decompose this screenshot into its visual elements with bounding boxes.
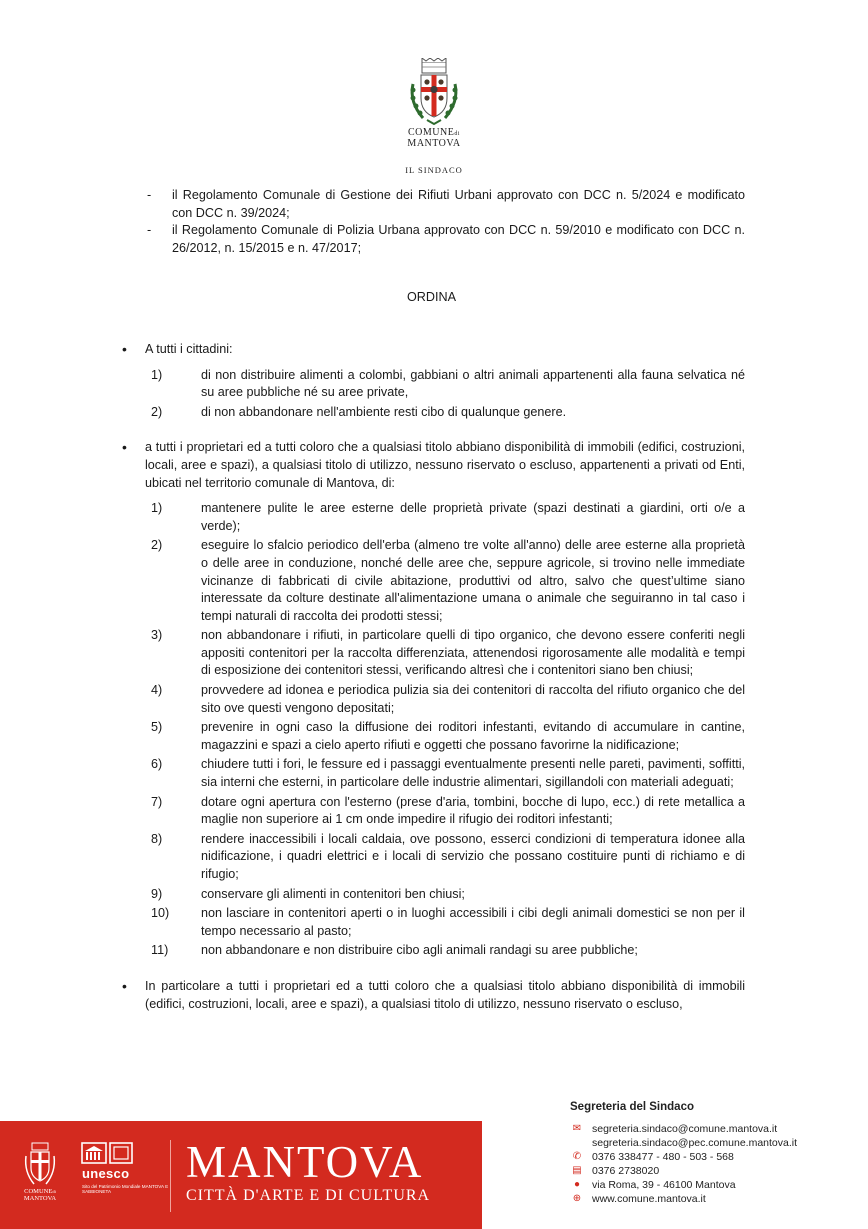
contact-pec[interactable]: [568, 1136, 868, 1150]
item-number: 6): [151, 757, 163, 772]
item-text: di non distribuire alimenti a colombi, gabbiani o altri animali appartenenti alla fauna selvatica né su aree pubbliche né su aree private,: [201, 367, 745, 400]
bullet-marker: •: [122, 439, 127, 456]
city-tagline: CITTÀ D'ARTE E DI CULTURA: [186, 1187, 431, 1204]
order-section-particular: [118, 978, 745, 1013]
document-body: [118, 187, 745, 1013]
dash-marker: -: [147, 223, 152, 238]
footer-mantova-word: MANTOVA: [23, 1195, 57, 1202]
list-item: [118, 942, 745, 960]
item-text: conservare gli alimenti in contenitori ben chiusi;: [201, 886, 465, 901]
item-number: 7): [151, 794, 163, 809]
contact-phone: [568, 1150, 868, 1164]
contact-list: [568, 1122, 868, 1206]
dash-marker: -: [147, 188, 152, 202]
item-number: 2): [151, 538, 163, 553]
item-text: chiudere tutti i fori, le fessure ed i passaggi eventualmente presenti nelle pareti, pavimenti, soffitti, sia interni che esterni, in particolare delle industrie alimentari, sigillandoli con materiali adeguati;: [201, 757, 745, 790]
list-item: [118, 500, 745, 535]
item-number: 11): [151, 943, 169, 958]
phone-icon: ✆: [572, 1151, 582, 1162]
contact-text: segreteria.sindaco@pec.comune.mantova.it: [592, 1137, 798, 1149]
list-item: [118, 886, 745, 904]
item-number: 1): [151, 367, 163, 382]
list-item: [118, 404, 745, 422]
item-text: non abbandonare e non distribuire cibo agli animali randagi su aree pubbliche;: [201, 943, 638, 958]
footer-comune-di: di: [52, 1189, 56, 1194]
list-item: [118, 831, 745, 884]
contact-text: www.comune.mantova.it: [592, 1193, 706, 1205]
list-item: [118, 756, 745, 791]
contact-fax: [568, 1164, 868, 1178]
list-item: [118, 794, 745, 829]
location-icon: ●: [573, 1179, 581, 1190]
regulation-text: il Regolamento Comunale di Gestione dei Rifiuti Urbani approvato con DCC n. 5/2024 e modificato con DCC n. 39/2024;: [172, 188, 745, 220]
regulation-item: [118, 187, 745, 222]
list-item: [118, 627, 745, 680]
office-title: IL SINDACO: [405, 165, 463, 175]
footer-divider: [170, 1140, 171, 1212]
section-lead: In particolare a tutti i proprietari ed a tutti coloro che a qualsiasi titolo abbiano disponibilità di immobili (edifici, costruzioni, locali, aree e spazi), a qualsiasi titolo di utilizzo, nessuno riservato o escluso,: [145, 978, 745, 1011]
comune-name: [0, 128, 868, 149]
bullet-marker: •: [122, 977, 127, 994]
footer-crest-icon: [22, 1142, 58, 1188]
letterhead: [0, 58, 868, 175]
item-number: 1): [151, 501, 163, 516]
section-lead: A tutti i cittadini:: [145, 341, 233, 356]
list-item: [118, 905, 745, 940]
unesco-temple-icon: [80, 1141, 140, 1165]
citizens-list: [118, 367, 745, 422]
item-number: 4): [151, 683, 163, 698]
item-text: di non abbandonare nell'ambiente resti cibo di qualunque genere.: [201, 404, 567, 419]
item-number: 2): [151, 404, 163, 419]
ordina-heading: ORDINA: [407, 290, 456, 305]
item-number: 10): [151, 906, 170, 921]
mantova-word: MANTOVA: [407, 138, 461, 149]
item-text: provvedere ad idonea e periodica pulizia sia dei contenitori di raccolta del rifiuto organico che del sito ove questi vengono depositati;: [201, 683, 745, 715]
item-number: 5): [151, 720, 163, 735]
item-text: non lasciare in contenitori aperti o in luoghi accessibili i cibi degli animali domestici se non per il tempo necessario al pasto;: [201, 906, 745, 938]
item-number: 9): [151, 886, 163, 901]
footer-comune-word: COMUNE: [24, 1188, 53, 1195]
contact-text: via Roma, 39 - 46100 Mantova: [592, 1179, 736, 1191]
item-text: eseguire lo sfalcio periodico dell'erba (almeno tre volte all'anno) delle aree esterne alla proprietà o delle aree in conduzione, nonché delle aree che, seppure agricole, si trovino nelle immediate vicinanze di fabbricati di civile abitazione, produttivi od altro, salvo che quest’ultime siano interessate da colture destinate all'alimentazione umana o animale che seguiranno in tal caso i tempi naturali di raccolta dei prodotti stessi;: [201, 538, 745, 623]
bullet-marker: •: [122, 340, 127, 357]
city-wordmark: MANTOVA: [186, 1137, 424, 1187]
item-text: dotare ogni apertura con l'esterno (prese d'aria, tombini, bocche di lupo, ecc.) di rete metallica a maglie non superiore ai 1 cm onde impedire il rifugio dei roditori infestanti;: [201, 794, 745, 827]
unesco-word: unesco: [82, 1166, 130, 1181]
comune-di: di: [454, 131, 460, 137]
contact-website[interactable]: [568, 1192, 868, 1206]
fax-icon: ▤: [572, 1165, 582, 1176]
item-text: non abbandonare i rifiuti, in particolare quelli di tipo organico, che devono essere conferiti negli appositi contenitori per la raccolta differenziata, attenendosi rigorosamente alle modalità e tempi di esposizione dei contenitori stessi, verificando altresì che i contenitori siano ben chiusi;: [201, 628, 745, 678]
comune-word: COMUNE: [407, 127, 455, 138]
contact-text: 0376 338477 - 480 - 503 - 568: [592, 1151, 734, 1163]
item-text: prevenire in ogni caso la diffusione dei roditori infestanti, evitando di accumulare in cantine, magazzini e spazi a cielo aperto rifiuti e oggetti che possano favorirne la nidificazione;: [201, 720, 745, 752]
list-item: [118, 537, 745, 625]
owners-list: [118, 500, 745, 960]
list-item: [118, 367, 745, 402]
contact-text: segreteria.sindaco@comune.mantova.it: [592, 1123, 778, 1135]
unesco-subtitle: Sito del Patrimonio Mondiale MANTOVA E SABBIONETA: [82, 1184, 169, 1195]
item-text: mantenere pulite le aree esterne delle proprietà private (spazi destinati a giardini, orti o/e a verde);: [201, 501, 745, 533]
list-item: [118, 719, 745, 754]
contact-text: 0376 2738020: [592, 1165, 660, 1177]
regulation-item: [118, 222, 745, 257]
item-text: rendere inaccessibili i locali caldaia, ove possono, esserci condizioni di temperatura idonee alla nidificazione, i quadri elettrici e i locali di servizio che possano costituire punti di richiamo e di rifugio;: [201, 831, 745, 881]
order-section-citizens: [118, 341, 745, 359]
mantova-crest-icon: [405, 58, 463, 126]
contact-email[interactable]: [568, 1122, 868, 1136]
list-item: [118, 682, 745, 717]
item-number: 8): [151, 831, 163, 846]
section-lead: a tutti i proprietari ed a tutti coloro che a qualsiasi titolo abbiano disponibilità di immobili (edifici, costruzioni, locali, aree e spazi), a qualsiasi titolo di utilizzo, nessuno riservato o escluso, appartenenti a privati od Enti, ubicati nel territorio comunale di Mantova, di:: [145, 440, 745, 490]
globe-icon: ⊕: [572, 1193, 582, 1204]
regulation-text: il Regolamento Comunale di Polizia Urbana approvato con DCC n. 59/2010 e modificato con DCC n. 26/2012, n. 15/2015 e n. 47/2017;: [172, 223, 745, 255]
segreteria-title: Segreteria del Sindaco: [570, 1101, 694, 1113]
mail-icon: ✉: [572, 1123, 582, 1134]
order-section-owners: [118, 439, 745, 492]
item-number: 3): [151, 628, 163, 643]
contact-address: [568, 1178, 868, 1192]
footer-comune-name: [20, 1188, 60, 1202]
